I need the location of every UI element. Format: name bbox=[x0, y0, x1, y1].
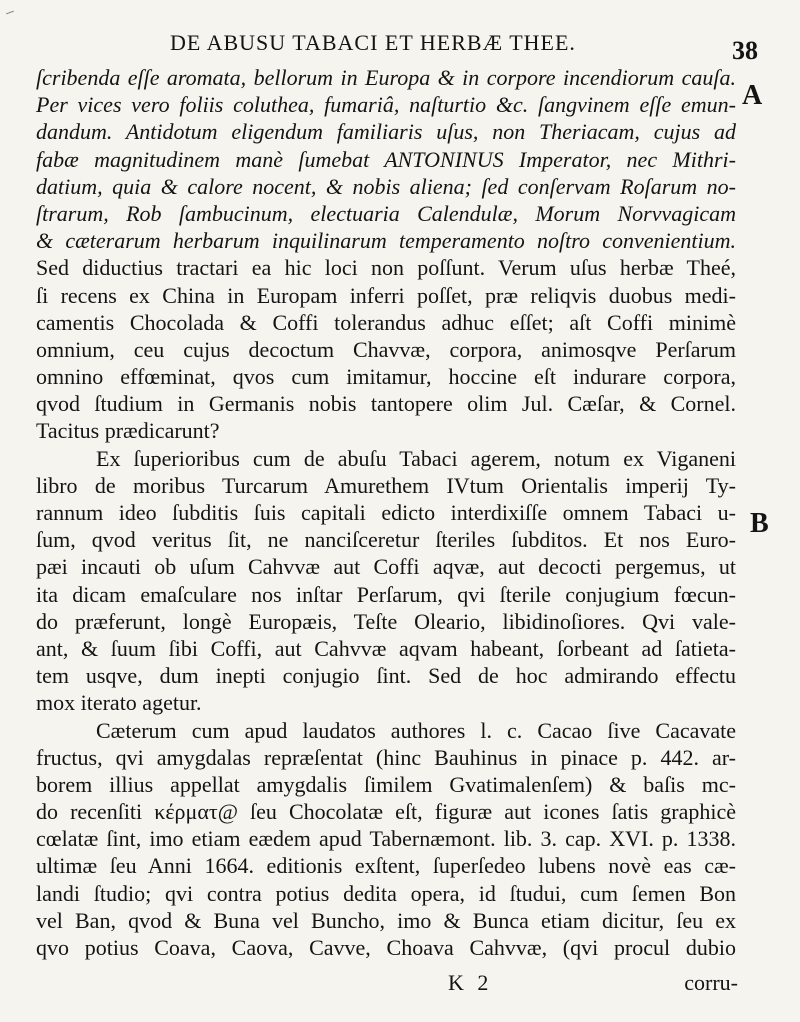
text-line: camentis Chocolada & Coffi tolerandus adhuc eſſet; aſt Coffi minimè bbox=[36, 309, 736, 335]
catchword: corru- bbox=[684, 970, 738, 995]
page-number: 38 bbox=[732, 36, 758, 65]
text-line: ita dicam emaſculare nos inſtar Perſarum, qvi ſterile conjugium fœcun- bbox=[36, 581, 736, 607]
text-line: ant, & ſuum ſibi Coffi, aut Cahvvæ aqvam habeant, ſorbeant ad ſatieta- bbox=[36, 635, 736, 661]
margin-tick-mark bbox=[6, 11, 14, 15]
running-head: DE ABUSU TABACI ET HERBÆ THEE. bbox=[170, 30, 576, 55]
paragraph-start-line: Ex ſuperioribus cum de abuſu Tabaci agerem, notum ex Viganeni bbox=[96, 445, 736, 471]
text-line: mox iterato agetur. bbox=[36, 690, 202, 716]
text-line: rannum ideo ſubditis ſuis capitali edicto interdixiſſe omnem Tabaci u- bbox=[36, 500, 736, 525]
text-line: Per vices vero foliis coluthea, fumariâ, naſturtio &c. ſangvinem eſſe emun- bbox=[36, 92, 736, 118]
text-line: datium, quia & calore nocent, & nobis aliena; ſed conſervam Roſarum no- bbox=[36, 173, 736, 199]
text-line: ultimæ ſeu Anni 1664. editionis exſtent, ſuperſedeo lubens novè eas cæ- bbox=[36, 853, 736, 879]
text-line: Tacitus prædicarunt? bbox=[36, 418, 220, 444]
text-line: omnium, ceu cujus decoctum Chavvæ, corpora, animosqve Perſarum bbox=[36, 336, 736, 362]
text-line: fabæ magnitudinem manè ſumebat ANTONINUS Imperator, nec Mithri- bbox=[36, 146, 736, 172]
text-line: ſcribenda eſſe aromata, bellorum in Europa & in corpore incendiorum cauſa. bbox=[36, 65, 736, 90]
paragraph-start-line: Cæterum cum apud laudatos authores l. c. Cacao ſive Cacavate bbox=[96, 717, 736, 743]
text-line: ſi recens ex China in Europam inferri poſſet, præ reliqvis duobus medi- bbox=[36, 282, 736, 308]
text-line: vel Ban, qvod & Buna vel Buncho, imo & Bunca etiam dicitur, ſeu ex bbox=[36, 907, 736, 933]
text-line: do præferunt, longè Europæis, Teſte Oleario, libidinoſiores. Qvi vale- bbox=[36, 608, 736, 634]
margin-marker-b: B bbox=[750, 508, 769, 539]
text-line: Sed diductius tractari ea hic loci non poſſunt. Verum uſus herbæ Theé, bbox=[36, 255, 736, 281]
body-text bbox=[36, 64, 736, 961]
text-line: omnino effœminat, qvos cum imitamur, hoccine eſt indurare corpora, bbox=[36, 364, 736, 390]
text-line: dandum. Antidotum eligendum familiaris uſus, non Theriacam, cujus ad bbox=[36, 119, 736, 145]
page-footer bbox=[36, 970, 736, 998]
text-line: qvod ſtudium in Germanis nobis tantopere olim Jul. Cæſar, & Cornel. bbox=[36, 391, 736, 417]
text-line: & cæterarum herbarum inquilinarum temperamento noſtro convenientium. bbox=[36, 228, 736, 254]
text-line: fructus, qvi amygdalas repræſentat (hinc Bauhinus in pinace p. 442. ar- bbox=[36, 744, 736, 770]
margin-marker-a: A bbox=[742, 80, 763, 111]
text-line: pæi incauti ob uſum Cahvvæ aut Coffi aqvæ, aut decocti pergemus, ut bbox=[36, 554, 736, 580]
text-line: libro de moribus Turcarum Amurethem IVtum Orientalis imperij Ty- bbox=[36, 472, 736, 498]
text-line: borem illius appellat amygdalis ſimilem Gvatimalenſem) & baſis mc- bbox=[36, 771, 736, 797]
signature-mark: K 2 bbox=[448, 970, 493, 995]
text-line: ſtrarum, Rob ſambucinum, electuaria Calendulæ, Morum Norvvagicam bbox=[36, 200, 736, 226]
text-line: do recenſiti κέρματ@ ſeu Chocolatæ eſt, figuræ aut icones ſatis graphicè bbox=[36, 799, 736, 825]
text-line: landi ſtudio; qvi contra potius dedita opera, id ſtudui, cum ſemen Bon bbox=[36, 880, 736, 906]
text-line: cœlatæ ſint, imo etiam eædem apud Tabernæmont. lib. 3. cap. XVI. p. 1338. bbox=[36, 826, 736, 852]
text-line: tem usqve, dum inepti conjugio ſint. Sed de hoc admirando effectu bbox=[36, 663, 736, 689]
text-line: ſum, qvod veritus ſit, ne nanciſceretur ſteriles ſubditos. Et nos Euro- bbox=[36, 527, 736, 553]
text-line: qvo potius Coava, Caova, Cavve, Choava Cahvvæ, (qvi procul dubio bbox=[36, 935, 736, 960]
